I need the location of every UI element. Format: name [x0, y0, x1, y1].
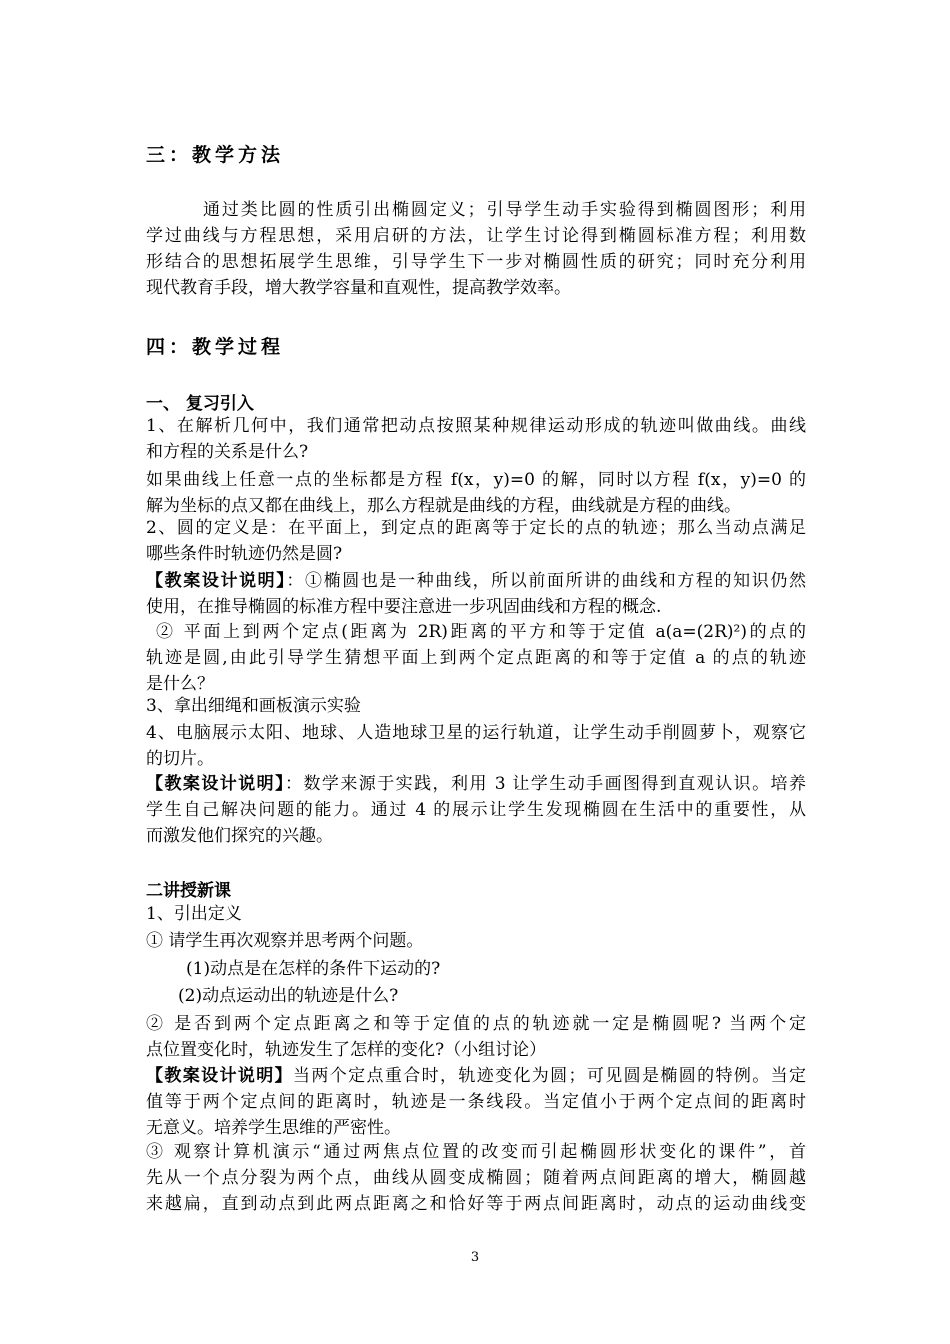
design-note-2	[146, 771, 806, 849]
design-note-tag: 【教案设计说明】	[146, 571, 287, 591]
circle-locus-paragraph	[146, 619, 806, 697]
question-2: (2)动点运动出的轨迹是什么?	[178, 986, 399, 1006]
design-note-text: 当两个定点重合时，轨迹变化为圆；可见圆是椭圆的特例。当定	[292, 1066, 807, 1086]
paragraph-line: 点位置变化时，轨迹发生了怎样的变化?（小组讨论）	[146, 1040, 547, 1060]
paragraph-line: 哪些条件时轨迹仍然是圆?	[146, 544, 343, 564]
paragraph-line: 学过曲线与方程思想，采用启研的方法，让学生讨论得到椭圆标准方程；利用数	[146, 226, 806, 246]
design-note-text: ：数学来源于实践，利用 3 让学生动手画图得到直观认识。培养	[285, 774, 807, 794]
paragraph-line: ③ 观察计算机演示“通过两焦点位置的改变而引起椭圆形状变化的课件”，首	[146, 1142, 806, 1162]
paragraph-line: 如果曲线上任意一点的坐标都是方程 f(x，y)=0 的解，同时以方程 f(x，y)=0 的	[146, 470, 806, 490]
paragraph-line: 是什么？	[146, 674, 214, 694]
paragraph-line: 的切片。	[146, 749, 214, 769]
section-3-paragraph	[146, 197, 806, 301]
paragraph-line: 学生自己解决问题的能力。通过 4 的展示让学生发现椭圆在生活中的重要性，从	[146, 800, 806, 820]
paragraph-line: 和方程的关系是什么?	[146, 442, 309, 462]
curve-equation-definition	[146, 467, 806, 519]
circle-definition	[146, 515, 806, 567]
design-note-1	[146, 568, 806, 620]
paragraph-line: 1、在解析几何中，我们通常把动点按照某种规律运动形成的轨迹叫做曲线。曲线	[146, 416, 806, 436]
design-note-text: ：①椭圆也是一种曲线，所以前面所讲的曲线和方程的知识仍然	[286, 571, 807, 591]
paragraph-line: 2、圆的定义是：在平面上，到定点的距离等于定长的点的轨迹；那么当动点满足	[146, 518, 806, 538]
paragraph-line: 解为坐标的点又都在曲线上，那么方程就是曲线的方程，曲线就是方程的曲线。	[146, 496, 741, 516]
section-3-heading: 三：教学方法	[146, 144, 285, 166]
section-4-heading: 四：教学过程	[146, 336, 285, 358]
page-number: 3	[470, 1250, 480, 1265]
observation-prompt: ① 请学生再次观察并思考两个问题。	[146, 931, 424, 951]
paragraph-line: 现代教育手段，增大教学容量和直观性，提高教学效率。	[146, 278, 571, 298]
paragraph-line: 来越扁，直到动点到此两点距离之和恰好等于两点间距离时，动点的运动曲线变	[146, 1194, 806, 1214]
design-note-3	[146, 1063, 806, 1141]
paragraph-line: 无意义。培养学生思维的严密性。	[146, 1118, 401, 1138]
part-1-heading: 一、 复习引入	[146, 394, 254, 414]
step-3: 3、拿出细绳和画板演示实验	[146, 696, 361, 716]
part-2-heading: 二讲授新课	[146, 881, 231, 901]
review-question-1	[146, 413, 806, 465]
paragraph-line: 先从一个点分裂为两个点，曲线从圆变成椭圆；随着两点间距离的增大，椭圆越	[146, 1168, 806, 1188]
paragraph-line: 4、电脑展示太阳、地球、人造地球卫星的运行轨道，让学生动手削圆萝卜，观察它	[146, 723, 806, 743]
paragraph-line: ② 平面上到两个定点(距离为 2R)距离的平方和等于定值 a(a=(2R)²)的点的	[156, 622, 806, 642]
paragraph-line: 轨迹是圆,由此引导学生猜想平面上到两个定点距离的和等于定值 a 的点的轨迹	[146, 648, 806, 668]
paragraph-line: 使用，在推导椭圆的标准方程中要注意进一步巩固曲线和方程的概念.	[146, 597, 662, 617]
paragraph-line: 而激发他们探究的兴趣。	[146, 826, 333, 846]
paragraph-line: 通过类比圆的性质引出椭圆定义；引导学生动手实验得到椭圆图形；利用	[203, 200, 806, 220]
paragraph-line: 值等于两个定点间的距离时，轨迹是一条线段。当定值小于两个定点间的距离时	[146, 1092, 806, 1112]
paragraph-line: 形结合的思想拓展学生思维，引导学生下一步对椭圆性质的研究；同时充分利用	[146, 252, 806, 272]
design-note-tag: 【教案设计说明】	[146, 774, 286, 794]
computer-demo-paragraph	[146, 1139, 806, 1217]
question-1: (1)动点是在怎样的条件下运动的?	[186, 959, 441, 979]
design-note-tag: 【教案设计说明】	[146, 1066, 293, 1086]
paragraph-line: ② 是否到两个定点距离之和等于定值的点的轨迹就一定是椭圆呢? 当两个定	[146, 1014, 806, 1034]
step-4	[146, 720, 806, 772]
subsection-1: 1、引出定义	[146, 904, 242, 924]
ellipse-question	[146, 1011, 806, 1063]
